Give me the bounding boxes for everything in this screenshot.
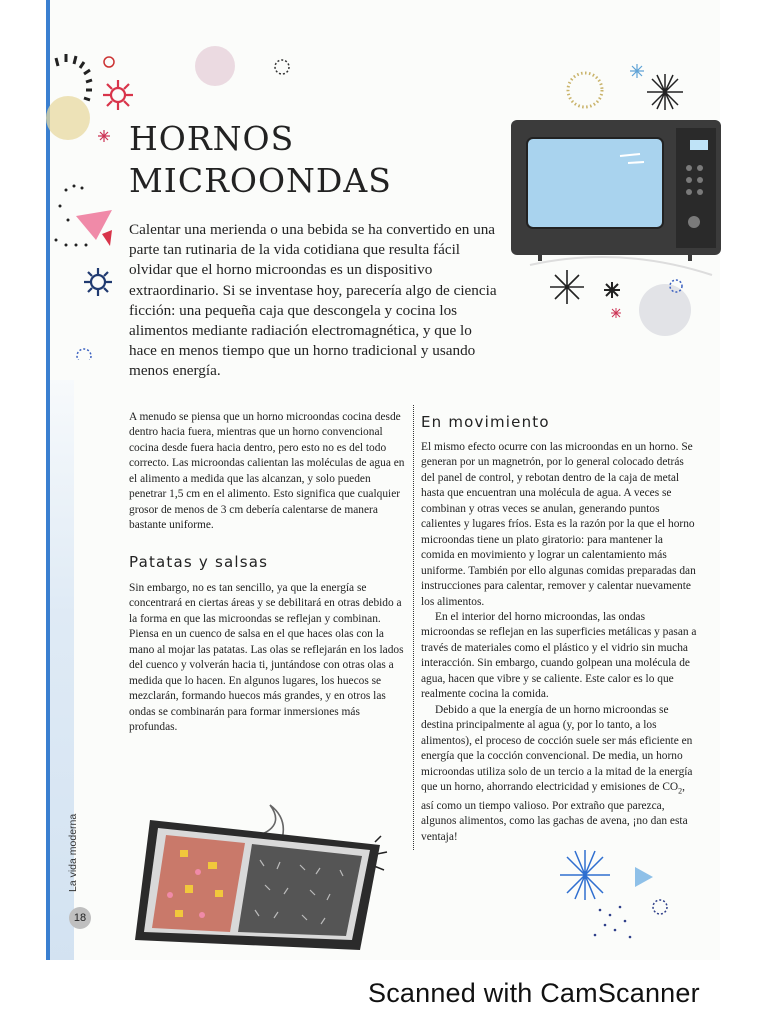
starburst-icon — [647, 74, 683, 110]
intro-paragraph: Calentar una merienda o una bebida se ha convertido en una parte tan rutinaria de la vida cotidiana que resulta fácil olvidar que el horno microondas es un dispositivo extraordinario. Si se inventase hoy, parecería algo de ciencia ficción: una pequeña caja que descongela y cocina los alimentos mediante radiación electromagnética, y que lo hace en menos tiempo que un horno tradicional y usando menos energía. — [129, 221, 497, 380]
paragraph-3-text-end: , así como un tiempo valioso. Por extraño que parezca, algunos alimentos, como las gachas de avena, ¡no dan esta ventaja! — [421, 780, 688, 843]
page-number: 18 — [69, 907, 91, 929]
dot-cluster — [594, 906, 632, 939]
section-label: La vida moderna — [67, 813, 79, 892]
decorative-dots-top — [190, 42, 300, 92]
snowflake-icon — [630, 64, 644, 78]
sparkle-icon — [611, 308, 621, 318]
blue-dotted-circle — [77, 349, 91, 360]
movimiento-paragraph-2: En el interior del horno microondas, las ondas microondas se reflejan en las superficies metálicas y pasan a través de materiales como el plástico y el vidrio sin mucha interacción. Sin embargo, cuando golpean una molécula de agua, hacen que vibre y se caliente. Este calor es lo que realmente cocina la comida. — [421, 610, 697, 701]
section-patatas-body: Sin embargo, no es tan sencillo, ya que la energía se concentrará en ciertas áreas y se debilitará en otras debido a la forma en que las microondas se reflejan y combinan. Piensa en un cuenco de salsa en el que haces olas con la mano al mojar las patatas. Las olas se reflejarán en los lados del cuenco y volverán hacia ti, juntándose con otras olas a medida que lo hacen. En algunos lugares, los huecos se mezclarán, formando huecos más grandes, y en otros las ondas se combinarán para formar inmersiones más profundas. — [129, 582, 404, 734]
ready-meal-tray-illustration — [130, 790, 400, 960]
column-divider — [413, 405, 414, 850]
atom-icon — [103, 80, 133, 110]
shadow-swoosh — [530, 257, 712, 275]
movimiento-paragraph-1: El mismo efecto ocurre con las microondas en un horno. Se generan por un magnetrón, por lo general colocado detrás del panel de control, y rebotan dentro de la caja de metal hasta que encuentran una molécula de agua. A veces se combinan y otras veces se anulan, generando puntos calientes y lugares fríos. Esta es la razón por la que el horno microondas tiene un plato giratorio: para mantener la comida en movimiento y lograr un calentamiento más uniforme. También por ello algunas comidas preparadas dan instrucciones para calentar, remover y calentar nuevamente los alimentos. — [421, 441, 696, 608]
starburst-icon — [560, 850, 610, 900]
blue-dotted-circle — [653, 900, 667, 914]
movimiento-paragraph-3 — [421, 703, 697, 845]
gear-flower-icon — [84, 268, 112, 296]
section-heading-movimiento: En movimiento — [421, 413, 550, 431]
co2-subscript: 2 — [678, 786, 683, 796]
blue-triangle-icon — [635, 867, 653, 887]
article-title: HORNOS MICROONDAS — [129, 119, 392, 200]
display — [690, 140, 708, 150]
grey-blob — [639, 284, 691, 336]
starburst-icon — [550, 270, 584, 304]
decorative-doodles-bottom-right — [555, 845, 675, 945]
curry-compartment — [152, 835, 245, 932]
yellow-blob — [46, 96, 90, 140]
sunburst-icon — [56, 54, 92, 100]
red-triangle-icon — [102, 230, 112, 246]
column1-intro-paragraph: A menudo se piensa que un horno microondas cocina desde dentro hacia fuera, mientras que un horno convencional cocina desde fuera hacia dentro, pero esto no es del todo correcto. Las microondas calientan las moléculas de agua en el alimento a medida que las alcanzan, y solo pueden penetrar 1,5 cm en el alimento. Esto significa que cualquier grosor de menos de 3 cm debería calentarse de manera bastante uniforme. — [129, 411, 405, 532]
rice-compartment — [238, 844, 362, 936]
scanner-watermark: Scanned with CamScanner — [368, 978, 700, 1008]
microwave-illustration — [500, 60, 722, 350]
sparkle-icon — [98, 130, 110, 142]
section-movimiento-body — [421, 440, 697, 845]
spiral-icon — [104, 57, 114, 67]
paragraph-3-text: Debido a que la energía de un horno microondas se destina principalmente al agua (y, por lo tanto, a los alimentos), el proceso de cocción suele ser más eficiente en energía que la cocción convencional. De media, un horno microondas utiliza solo de un tercio a la mitad de la energía que un horno, ahorrando electricidad y emisiones de CO — [421, 703, 693, 793]
microwave-window — [527, 138, 663, 228]
sparkle-icon — [604, 282, 620, 298]
section-heading-patatas: Patatas y salsas — [129, 553, 269, 571]
yellow-dotted-ring — [568, 73, 602, 107]
